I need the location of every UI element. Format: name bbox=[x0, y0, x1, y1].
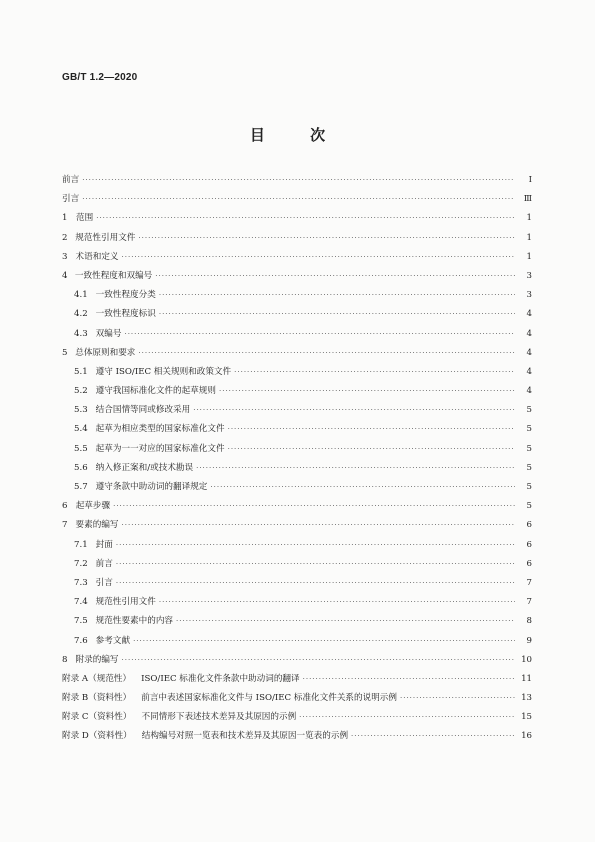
toc-entry-number: 1 bbox=[62, 213, 68, 224]
toc-entry-page: 4 bbox=[526, 366, 532, 377]
toc-entry-label: 起草为相应类型的国家标准化文件 bbox=[95, 424, 225, 435]
toc-entry-label: 附录的编写 bbox=[75, 654, 119, 665]
toc-entry[interactable] bbox=[62, 171, 532, 190]
toc-leader-dots bbox=[176, 612, 515, 631]
toc-entry[interactable] bbox=[62, 305, 532, 324]
toc-entry[interactable] bbox=[62, 401, 532, 420]
toc-entry[interactable] bbox=[62, 574, 532, 593]
toc-entry-label: 范围 bbox=[76, 213, 94, 224]
toc-entry-label: 前言 bbox=[62, 175, 80, 185]
toc-leader-dots bbox=[116, 555, 515, 574]
toc-entry-number: 附录 B（资料性） bbox=[62, 693, 132, 704]
toc-entry-number: 2 bbox=[62, 232, 68, 243]
toc-leader-dots bbox=[133, 632, 515, 651]
toc-leader-dots bbox=[96, 209, 515, 228]
toc-entry-number: 5.3 bbox=[74, 405, 88, 416]
toc-entry[interactable] bbox=[62, 363, 532, 382]
toc-entry[interactable] bbox=[62, 497, 532, 516]
toc-entry-page: 6 bbox=[526, 558, 532, 569]
toc-entry-number: 5.7 bbox=[74, 482, 88, 492]
toc-leader-dots bbox=[122, 651, 515, 670]
toc-entry-page: 6 bbox=[526, 539, 532, 550]
toc-entry[interactable] bbox=[62, 248, 532, 267]
toc-leader-dots bbox=[159, 593, 515, 612]
toc-entry[interactable] bbox=[62, 190, 532, 209]
toc-entry-page: 5 bbox=[526, 443, 532, 454]
toc-entry-label: 前言中表述国家标准化文件与 ISO/IEC 标准化文件关系的说明示例 bbox=[141, 693, 397, 704]
toc-entry-number: 附录 A（规范性） bbox=[62, 673, 132, 684]
toc-entry-label: 规范性要素中的内容 bbox=[95, 616, 174, 627]
toc-entry-label: 要素的编写 bbox=[75, 520, 119, 531]
toc-entry[interactable] bbox=[62, 555, 532, 574]
toc-entry-page: 3 bbox=[526, 270, 532, 281]
toc-entry[interactable] bbox=[62, 459, 532, 478]
toc-leader-dots bbox=[82, 190, 515, 209]
toc-entry[interactable] bbox=[62, 516, 532, 535]
toc-entry-label: 总体原则和要求 bbox=[75, 347, 136, 358]
toc-entry-label: 前言 bbox=[95, 558, 113, 569]
toc-entry[interactable] bbox=[62, 420, 532, 439]
toc-leader-dots bbox=[113, 497, 515, 516]
toc-entry[interactable] bbox=[62, 632, 532, 651]
toc-entry-page: 1 bbox=[526, 213, 532, 224]
toc-entry-page: I bbox=[528, 175, 532, 185]
toc-leader-dots bbox=[122, 248, 515, 267]
toc-entry-number: 5.1 bbox=[74, 366, 88, 377]
toc-leader-dots bbox=[210, 478, 515, 497]
toc-entry-number: 7.6 bbox=[74, 635, 88, 646]
toc-entry-page: 3 bbox=[526, 290, 532, 301]
toc-entry-page: 15 bbox=[521, 712, 532, 723]
toc-entry-label: 纳入修正案和/或技术勘误 bbox=[95, 462, 194, 473]
page-title: 目 次 bbox=[249, 126, 346, 144]
toc-entry-number: 7 bbox=[62, 520, 68, 531]
toc-leader-dots bbox=[159, 305, 515, 324]
toc-entry-label: 双编号 bbox=[95, 328, 122, 339]
toc-entry[interactable] bbox=[62, 612, 532, 631]
toc-leader-dots bbox=[82, 171, 515, 190]
toc-entry-page: 4 bbox=[526, 386, 532, 397]
toc-entry-label: 引言 bbox=[95, 577, 113, 588]
toc-entry-page: 10 bbox=[521, 654, 532, 665]
toc-entry-label: 结构编号对照一览表和技术差异及其原因一览表的示例 bbox=[141, 731, 349, 742]
toc-entry[interactable] bbox=[62, 229, 532, 248]
toc-entry[interactable] bbox=[62, 708, 532, 727]
toc-entry-number: 5 bbox=[62, 347, 68, 358]
toc-entry-page: 4 bbox=[526, 309, 532, 320]
toc-entry-label: 遵守条款中助动词的翻译规定 bbox=[95, 482, 208, 492]
toc-entry[interactable] bbox=[62, 689, 532, 708]
toc-entry-number: 5.4 bbox=[74, 424, 88, 435]
toc-entry[interactable] bbox=[62, 286, 532, 305]
toc-entry-number: 7.2 bbox=[74, 558, 88, 569]
toc-entry-label: 引言 bbox=[62, 194, 80, 205]
toc-entry-page: 13 bbox=[521, 693, 532, 704]
toc-entry-page: 5 bbox=[526, 462, 532, 473]
toc-entry[interactable] bbox=[62, 593, 532, 612]
toc-entry-label: 起草为一一对应的国家标准化文件 bbox=[95, 443, 225, 454]
toc-leader-dots bbox=[116, 536, 515, 555]
standard-code: GB/T 1.2—2020 bbox=[62, 72, 138, 83]
toc-entry-number: 6 bbox=[62, 501, 68, 512]
toc-entry[interactable] bbox=[62, 209, 532, 228]
toc-entry-page: 5 bbox=[526, 405, 532, 416]
toc-entry-page: 7 bbox=[526, 577, 532, 588]
toc-leader-dots bbox=[219, 382, 515, 401]
table-of-contents bbox=[62, 171, 532, 747]
toc-leader-dots bbox=[122, 516, 515, 535]
toc-entry-label: 起草步骤 bbox=[75, 501, 111, 512]
toc-entry[interactable] bbox=[62, 536, 532, 555]
toc-entry-page: 5 bbox=[526, 482, 532, 492]
toc-entry[interactable] bbox=[62, 727, 532, 746]
toc-entry-page: 16 bbox=[521, 731, 532, 742]
toc-leader-dots bbox=[196, 459, 515, 478]
toc-entry-label: 参考文献 bbox=[95, 635, 131, 646]
toc-entry-label: 一致性程度分类 bbox=[95, 290, 156, 301]
toc-entry[interactable] bbox=[62, 478, 532, 497]
toc-entry-label: 不同情形下表述技术差异及其原因的示例 bbox=[141, 712, 297, 723]
toc-entry-page: 5 bbox=[526, 501, 532, 512]
toc-leader-dots bbox=[155, 267, 515, 286]
toc-entry[interactable] bbox=[62, 325, 532, 344]
toc-entry-label: 一致性程度标识 bbox=[95, 309, 156, 320]
toc-entry-label: 规范性引用文件 bbox=[95, 597, 156, 608]
toc-entry-number: 5.5 bbox=[74, 443, 88, 454]
toc-leader-dots bbox=[228, 420, 515, 439]
toc-entry-page: 1 bbox=[526, 251, 532, 262]
toc-entry-label: 术语和定义 bbox=[75, 251, 119, 262]
toc-entry[interactable] bbox=[62, 267, 532, 286]
toc-entry-label: 结合国情等同或修改采用 bbox=[95, 405, 191, 416]
toc-entry-page: 8 bbox=[526, 616, 532, 627]
toc-leader-dots bbox=[116, 574, 515, 593]
toc-entry-label: 遵守 ISO/IEC 相关规则和政策文件 bbox=[95, 366, 232, 377]
toc-entry-number: 7.3 bbox=[74, 577, 88, 588]
toc-leader-dots bbox=[400, 689, 515, 708]
toc-entry-page: Ⅲ bbox=[523, 194, 532, 205]
toc-entry[interactable] bbox=[62, 440, 532, 459]
toc-entry-number: 8 bbox=[62, 654, 68, 665]
toc-entry-number: 附录 C（资料性） bbox=[62, 712, 132, 723]
toc-leader-dots bbox=[351, 727, 515, 746]
toc-entry-page: 1 bbox=[526, 232, 532, 243]
toc-leader-dots bbox=[138, 229, 515, 248]
toc-entry-page: 6 bbox=[526, 520, 532, 531]
toc-entry[interactable] bbox=[62, 670, 532, 689]
toc-entry-label: 封面 bbox=[95, 539, 113, 550]
toc-leader-dots bbox=[228, 440, 515, 459]
toc-entry-page: 5 bbox=[526, 424, 532, 435]
toc-entry-page: 11 bbox=[521, 673, 532, 684]
toc-entry[interactable] bbox=[62, 651, 532, 670]
toc-leader-dots bbox=[159, 286, 515, 305]
toc-leader-dots bbox=[303, 670, 515, 689]
toc-leader-dots bbox=[234, 363, 515, 382]
toc-entry-number: 7.4 bbox=[74, 597, 88, 608]
toc-entry-page: 9 bbox=[526, 635, 532, 646]
toc-entry[interactable] bbox=[62, 382, 532, 401]
toc-entry-label: 规范性引用文件 bbox=[75, 232, 136, 243]
toc-leader-dots bbox=[124, 325, 515, 344]
toc-entry-page: 4 bbox=[526, 328, 532, 339]
toc-entry-page: 4 bbox=[526, 347, 532, 358]
toc-entry-number: 7.5 bbox=[74, 616, 88, 627]
toc-entry-label: 一致性程度和双编号 bbox=[74, 270, 153, 281]
toc-leader-dots bbox=[138, 344, 515, 363]
toc-entry-number: 7.1 bbox=[74, 539, 88, 550]
toc-leader-dots bbox=[193, 401, 515, 420]
toc-entry-page: 7 bbox=[526, 597, 532, 608]
toc-entry-number: 5.6 bbox=[74, 462, 88, 473]
toc-entry-number: 4.2 bbox=[74, 309, 88, 320]
toc-entry-number: 5.2 bbox=[74, 386, 88, 397]
toc-entry[interactable] bbox=[62, 344, 532, 363]
toc-entry-number: 4.1 bbox=[74, 290, 88, 301]
toc-entry-number: 附录 D（资料性） bbox=[62, 731, 132, 742]
toc-entry-number: 3 bbox=[62, 251, 68, 262]
toc-entry-label: ISO/IEC 标准化文件条款中助动词的翻译 bbox=[141, 673, 300, 684]
toc-entry-label: 遵守我国标准化文件的起草规则 bbox=[95, 386, 216, 397]
toc-entry-number: 4.3 bbox=[74, 328, 88, 339]
toc-entry-number: 4 bbox=[62, 270, 68, 281]
toc-leader-dots bbox=[299, 708, 515, 727]
